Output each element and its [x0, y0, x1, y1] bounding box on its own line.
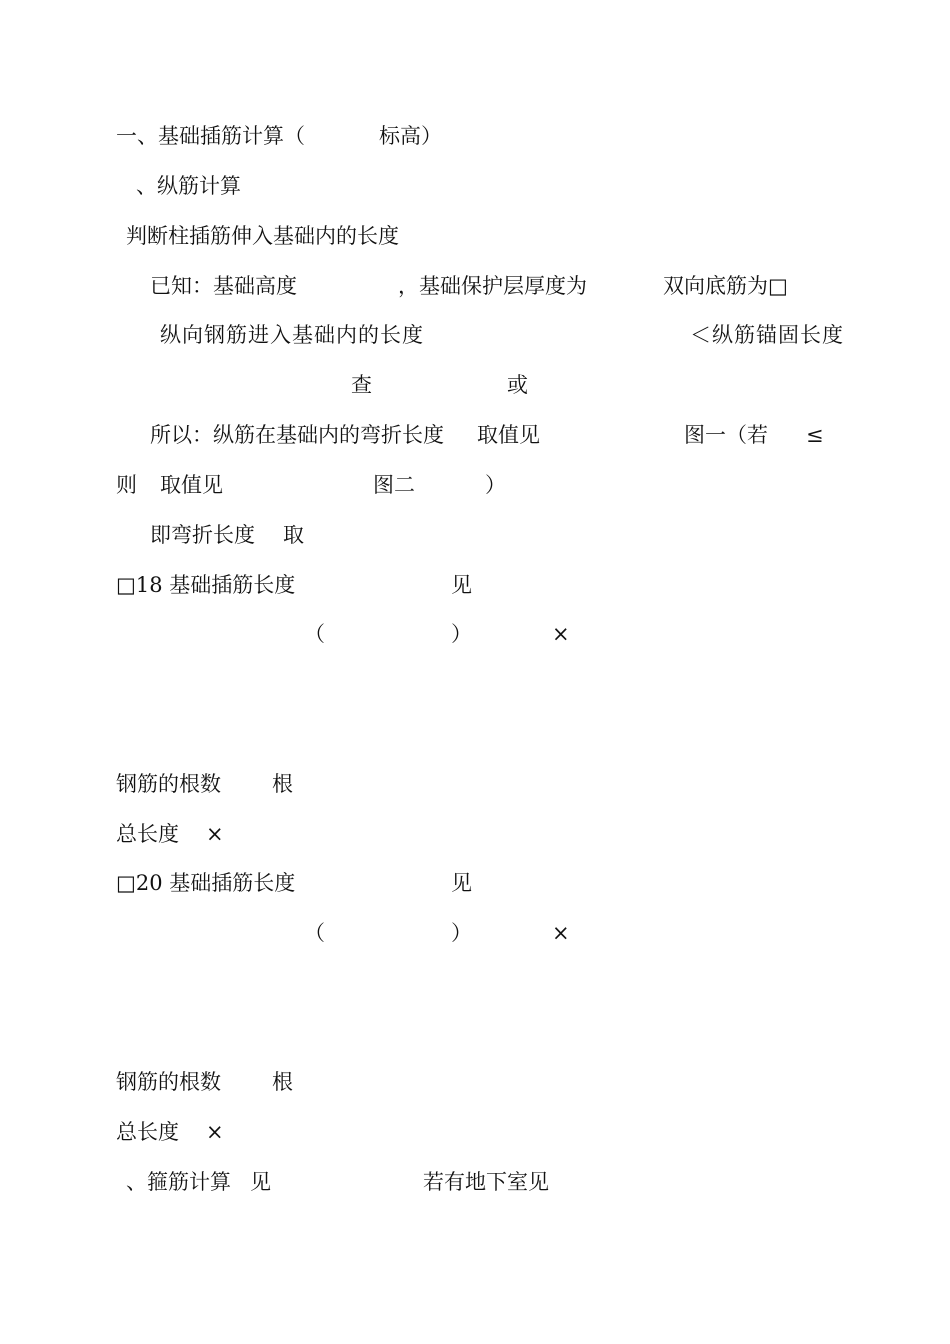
length-into-foundation: 纵向钢筋进入基础内的长度 [160, 323, 424, 347]
section-heading: 一、基础插筋计算（ [116, 124, 305, 148]
stirrup-see: 见 [250, 1170, 271, 1194]
bend-length-line: 即弯折长度 [150, 523, 255, 547]
formula-1-close: ） [451, 622, 472, 646]
total-length-1: 总长度 [116, 822, 179, 846]
leq-sign: ≤ [806, 423, 824, 447]
subsection-longitudinal: 、纵筋计算 [136, 174, 241, 198]
rebar-count-1: 钢筋的根数 [116, 772, 221, 796]
figure-two-ref: 图二 [373, 473, 415, 497]
formula-2-times: × [552, 921, 570, 945]
therefore-bend-length: 所以：纵筋在基础内的弯折长度 [150, 423, 444, 447]
rebar-20-see: 见 [451, 871, 472, 895]
known-cover: ，基础保护层厚度为 [398, 274, 587, 298]
total-length-1-times: × [206, 822, 224, 846]
judge-line: 判断柱插筋伸入基础内的长度 [126, 224, 399, 248]
close-paren: ） [485, 473, 506, 497]
then-label: 则 [116, 473, 137, 497]
known-bottom-bars: 双向底筋为□ [663, 274, 788, 298]
known-height: 已知：基础高度 [150, 274, 297, 298]
bend-length-take: 取 [283, 523, 304, 547]
total-length-2: 总长度 [116, 1120, 179, 1144]
figure-one-ref: 图一（若 [684, 423, 768, 447]
rebar-18-see: 见 [451, 573, 472, 597]
formula-2-open: （ [304, 921, 325, 945]
anchorage-length: ＜纵筋锚固长度 [690, 323, 844, 347]
formula-1-times: × [552, 622, 570, 646]
stirrup-calc: 、箍筋计算 [126, 1170, 231, 1194]
rebar-20-length: □20 基础插筋长度 [116, 871, 296, 895]
rebar-count-2: 钢筋的根数 [116, 1070, 221, 1094]
lookup-huo: 或 [507, 373, 528, 397]
therefore-value-see: 取值见 [477, 423, 540, 447]
total-length-2-times: × [206, 1120, 224, 1144]
formula-2-close: ） [451, 921, 472, 945]
then-value-see: 取值见 [160, 473, 223, 497]
section-heading-suffix: 标高） [379, 124, 442, 148]
basement-see: 若有地下室见 [423, 1170, 549, 1194]
formula-1-open: （ [304, 622, 325, 646]
rebar-count-1-unit: 根 [272, 772, 293, 796]
rebar-count-2-unit: 根 [272, 1070, 293, 1094]
rebar-18-length: □18 基础插筋长度 [116, 573, 296, 597]
lookup-cha: 查 [351, 373, 372, 397]
